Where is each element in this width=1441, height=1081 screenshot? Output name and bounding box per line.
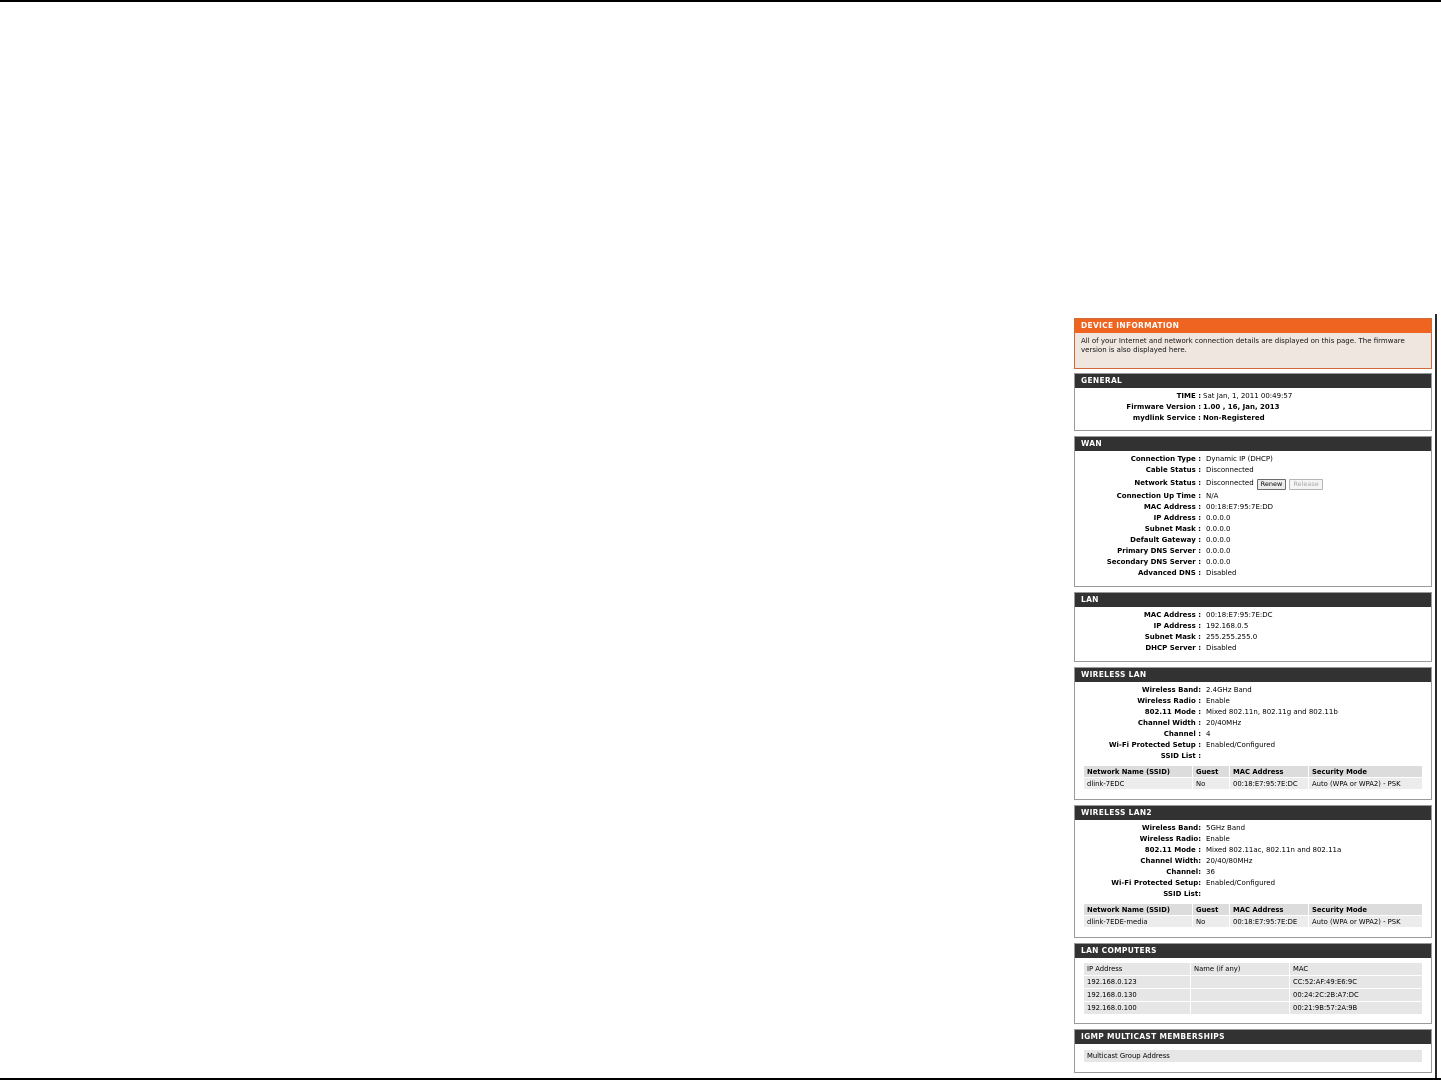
row-label: MAC Address : [1143,503,1201,511]
table-cell: Auto (WPA or WPA2) - PSK [1309,916,1423,928]
section-title: DEVICE INFORMATION [1075,319,1431,333]
row-value: Disconnected [1206,466,1254,474]
column-header: MAC Address [1230,766,1309,778]
wireless-band-row [1075,685,1431,696]
row-value: 2.4GHz Band [1206,686,1252,694]
table-cell: 192.168.0.123 [1084,976,1191,989]
wireless-radio-row [1075,696,1431,707]
lan-ip-row [1075,621,1431,632]
table-header-row [1084,1050,1423,1063]
row-value: Enable [1206,835,1230,843]
table-cell: 00:24:2C:2B:A7:DC [1290,989,1423,1002]
row-value: 00:18:E7:95:7E:DD [1206,503,1274,511]
column-header: Network Name (SSID) [1084,904,1193,916]
cable-status-row [1075,465,1431,476]
row-label: Channel Width : [1137,719,1201,727]
table-cell [1191,976,1290,989]
channel-row [1075,729,1431,740]
row-value: Disconnected [1206,479,1254,487]
row-value: Enabled/Configured [1206,879,1276,887]
row-value: Disabled [1206,644,1237,652]
secondary-dns-row [1075,557,1431,568]
channel-width-row [1075,718,1431,729]
ssid-table [1083,903,1423,928]
renew-button[interactable]: Renew [1257,479,1287,490]
connection-up-time-row [1075,491,1431,502]
table-cell: 192.168.0.100 [1084,1002,1191,1015]
wan-section [1074,436,1432,587]
lan-mac-row [1075,610,1431,621]
section-title: LAN [1075,593,1431,607]
ssid-list-row [1075,889,1431,900]
primary-dns-row [1075,546,1431,557]
row-label: Wi-Fi Protected Setup: [1111,879,1201,887]
page-description: All of your Internet and network connection details are displayed on this page. The firmware version is also displayed here. [1081,337,1405,354]
row-value: Dynamic IP (DHCP) [1206,455,1273,463]
row-label: mydlink Service : [1132,414,1201,422]
row-label: Wireless Band: [1141,686,1201,694]
row-label: Firmware Version : [1126,403,1201,411]
ssid-table [1083,765,1423,790]
row-value: 0.0.0.0 [1206,536,1231,544]
wireless-band-row [1075,823,1431,834]
table-header-row [1084,963,1423,976]
section-title: WIRELESS LAN [1075,668,1431,682]
column-header: Security Mode [1309,766,1423,778]
row-value-group [1206,476,1323,491]
section-title: GENERAL [1075,374,1431,388]
row-label: Default Gateway : [1130,536,1201,544]
row-label: Primary DNS Server : [1117,547,1201,555]
table-row [1084,989,1423,1002]
row-value: 0.0.0.0 [1206,558,1231,566]
default-gateway-row [1075,535,1431,546]
wps-row [1075,878,1431,889]
row-value: Enabled/Configured [1206,741,1276,749]
lan-computers-section [1074,943,1432,1024]
table-cell: dlink-7EDE-media [1084,916,1193,928]
wan-ip-row [1075,513,1431,524]
release-button[interactable]: Release [1289,479,1322,490]
table-cell: CC:52:AF:49:E6:9C [1290,976,1423,989]
wireless-lan2-section [1074,805,1432,938]
row-value: 192.168.0.5 [1206,622,1249,630]
row-value: 0.0.0.0 [1206,514,1231,522]
bottom-rule [0,1078,1441,1080]
table-cell [1191,1002,1290,1015]
table-cell: 00:18:E7:95:7E:DE [1230,916,1309,928]
section-title: WIRELESS LAN2 [1075,806,1431,820]
row-value: N/A [1206,492,1219,500]
general-section [1074,373,1432,431]
table-cell: No [1193,916,1230,928]
row-label: Connection Up Time : [1116,492,1201,500]
lan-subnet-row [1075,632,1431,643]
section-title: IGMP MULTICAST MEMBERSHIPS [1075,1030,1431,1044]
wan-mac-row [1075,502,1431,513]
wps-row [1075,740,1431,751]
network-status-row [1075,476,1431,491]
row-label: Subnet Mask : [1144,525,1201,533]
wireless-radio-row [1075,834,1431,845]
table-header-row [1084,766,1423,778]
row-value: 1.00 , 16, Jan, 2013 [1203,403,1280,411]
table-cell: 192.168.0.130 [1084,989,1191,1002]
panel-edge [1435,314,1437,1078]
row-value: Non-Registered [1203,414,1265,422]
table-cell: 00:21:9B:57:2A:9B [1290,1002,1423,1015]
table-row [1084,1002,1423,1015]
channel-row [1075,867,1431,878]
mydlink-row [1075,413,1431,424]
table-cell: Auto (WPA or WPA2) - PSK [1309,778,1423,790]
column-header: Multicast Group Address [1084,1050,1423,1063]
row-label: SSID List : [1160,752,1201,760]
row-label: Channel: [1166,868,1201,876]
firmware-row [1075,402,1431,413]
row-value: Mixed 802.11n, 802.11g and 802.11b [1206,708,1338,716]
channel-width-row [1075,856,1431,867]
connection-type-row [1075,454,1431,465]
row-label: Network Status : [1134,479,1201,487]
table-cell: No [1193,778,1230,790]
row-label: Advanced DNS : [1138,569,1201,577]
column-header: Guest [1193,904,1230,916]
row-label: 802.11 Mode : [1144,846,1201,854]
table-cell: 00:18:E7:95:7E:DC [1230,778,1309,790]
row-value: Mixed 802.11ac, 802.11n and 802.11a [1206,846,1342,854]
row-label: MAC Address : [1143,611,1201,619]
time-row [1075,391,1431,402]
column-header: MAC [1290,963,1423,976]
row-value: Enable [1206,697,1230,705]
row-value: 5GHz Band [1206,824,1246,832]
lan-section [1074,592,1432,662]
table-row [1084,916,1423,928]
mode-row [1075,707,1431,718]
row-value: 20/40MHz [1206,719,1242,727]
row-label: Channel : [1163,730,1201,738]
row-label: IP Address : [1153,514,1201,522]
mode-row [1075,845,1431,856]
row-value: 4 [1206,730,1211,738]
row-value: 0.0.0.0 [1206,525,1231,533]
dhcp-server-row [1075,643,1431,654]
table-row [1084,778,1423,790]
table-cell: dlink-7EDC [1084,778,1193,790]
row-value: Sat Jan, 1, 2011 00:49:57 [1203,392,1293,400]
ssid-list-row [1075,751,1431,762]
row-label: Subnet Mask : [1144,633,1201,641]
top-rule [0,0,1441,2]
row-label: Secondary DNS Server : [1106,558,1201,566]
row-label: Wi-Fi Protected Setup : [1108,741,1201,749]
column-header: Security Mode [1309,904,1423,916]
section-title: WAN [1075,437,1431,451]
row-value: 0.0.0.0 [1206,547,1231,555]
row-label: DHCP Server : [1145,644,1201,652]
row-label: 802.11 Mode : [1144,708,1201,716]
row-label: IP Address : [1153,622,1201,630]
row-value: 36 [1206,868,1215,876]
igmp-section [1074,1029,1432,1073]
row-label: Cable Status : [1145,466,1201,474]
row-label: SSID List: [1163,890,1201,898]
column-header: Network Name (SSID) [1084,766,1193,778]
wan-subnet-row [1075,524,1431,535]
column-header: Name (if any) [1191,963,1290,976]
row-label: Wireless Band: [1141,824,1201,832]
table-header-row [1084,904,1423,916]
row-label: Wireless Radio: [1139,835,1201,843]
column-header: Guest [1193,766,1230,778]
igmp-table [1083,1049,1423,1063]
table-row [1084,976,1423,989]
wireless-lan-section [1074,667,1432,800]
row-value: 255.255.255.0 [1206,633,1258,641]
column-header: IP Address [1084,963,1191,976]
row-label: Connection Type : [1130,455,1201,463]
lan-computers-table [1083,962,1423,1015]
row-label: Wireless Radio : [1137,697,1201,705]
advanced-dns-row [1075,568,1431,579]
table-cell [1191,989,1290,1002]
row-value: Disabled [1206,569,1237,577]
row-label: Channel Width: [1140,857,1201,865]
device-information-section [1074,318,1432,369]
row-label: TIME : [1176,392,1201,400]
column-header: MAC Address [1230,904,1309,916]
row-value: 20/40/80MHz [1206,857,1253,865]
section-title: LAN COMPUTERS [1075,944,1431,958]
row-value: 00:18:E7:95:7E:DC [1206,611,1273,619]
